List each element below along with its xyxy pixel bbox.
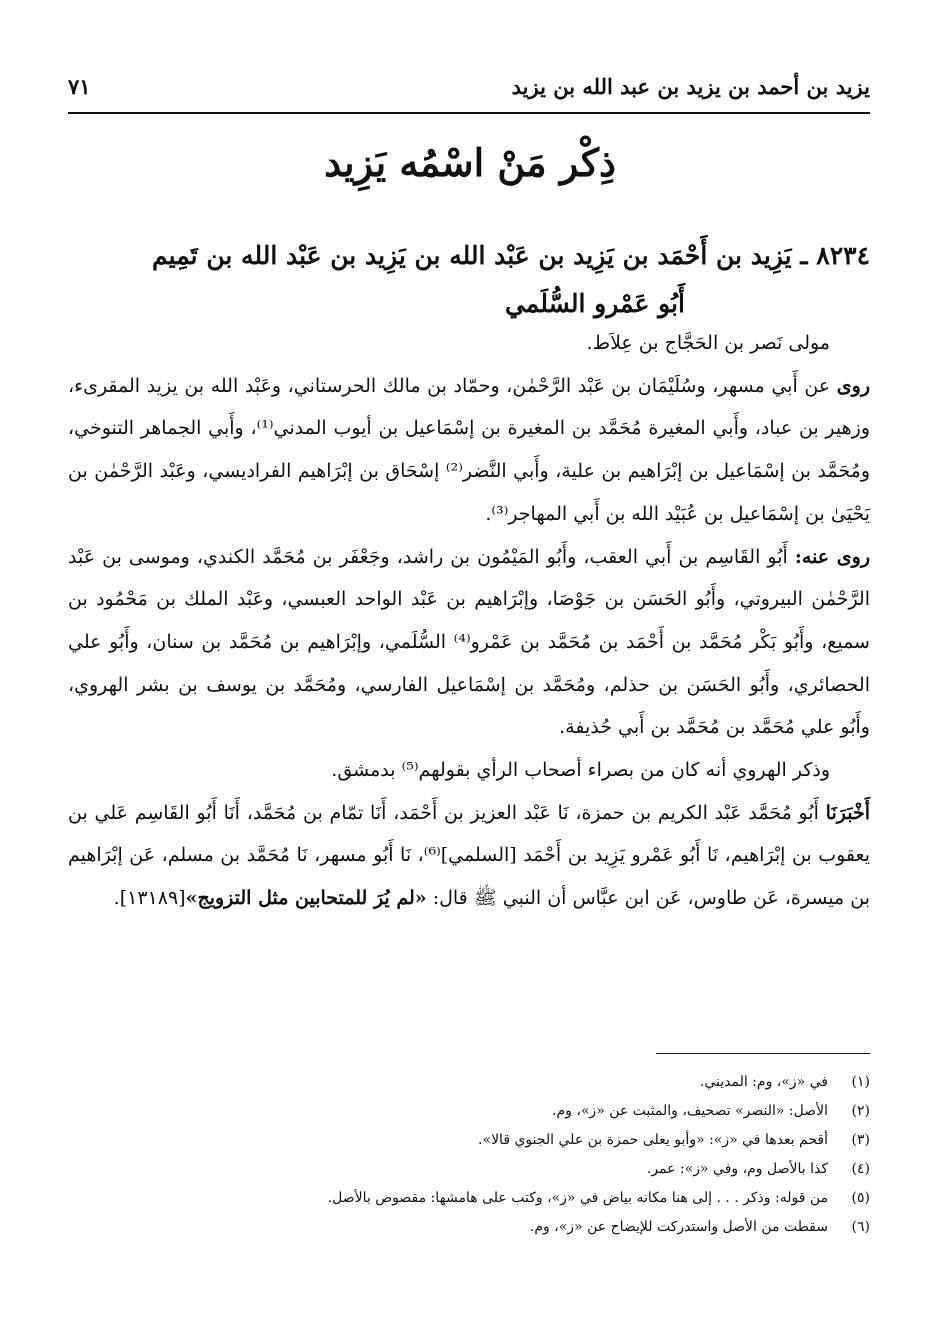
footnote-text: في «ز»، وم: المديني. [699,1074,828,1090]
rawa-lead: روى [836,374,870,397]
footnote-text: الأصل: «النصر» تصحيف، والمثبت عن «ز»، وم. [552,1103,828,1119]
entry-heading-line1: ٨٢٣٤ ـ يَزِيد بن أَحْمَد بن يَزِيد بن عَبْد الله بن يَزِيد بن عَبْد الله بن تَمِيم [152,241,870,270]
running-title: يزيد بن أحمد بن يزيد بن عبد الله بن يزيد [511,73,870,99]
entry-body [68,322,870,920]
rawa-anhu-lead: روى عنه: [794,545,871,568]
footnote-number: (١) [851,1074,870,1090]
footnote-text: أقحم بعدها في «ز»: «وأبو يعلى حمزة بن علي الجنوي قالا». [478,1132,828,1148]
page-number: ٧١ [68,73,91,99]
rawa-text: عن أَبي مسهر، وسُلَيْمَان بن عَبْد الرَّحْمٰن، وحمّاد بن مالك الحرستاني، وعَبْد الله بن يزيد المقرىء، وزهير بن عباد، وأَبي المغيرة مُحَمَّد بن المغيرة بن إسْمَاعيل بن أيوب المدني⁽¹⁾، وأَبي الجماهر التنوخي، ومُحَمَّد بن إسْمَاعيل بن إبْرَاهيم بن علية، وأَبي النَّضر⁽²⁾ إسْحَاق بن إبْرَاهيم الفراديسي، وعَبْد الرَّحْمٰن بن يَحْيَىٰ بن إسْمَاعيل بن عُبَيْد الله بن أَبي المهاجر⁽³⁾. [68,374,871,525]
rawa-anhu-paragraph [68,536,870,750]
footnote-number: (٤) [851,1161,870,1177]
hadith-text: «لم يُرَ للمتحابين مثل التزويج» [185,887,427,910]
isnad-lead: أَخْبَرَنَا [825,801,870,824]
footnote [68,1126,870,1155]
footnote-number: (٣) [851,1132,870,1148]
footnote [68,1184,870,1213]
running-head [68,66,870,106]
footnote-text: من قوله: وذكر . . . إلى هنا مكانه بياض في «ز»، وكتب على هامشها: مقصوص بالأصل. [327,1190,828,1206]
hadith-ref: [١٣١٨٩]. [113,887,186,910]
isnad-text: أَبُو مُحَمَّد عَبْد الكريم بن حمزة، نَا عَبْد العزيز بن أَحْمَد، أَنَا تمّام بن مُحَمَّد، أَنَا أَبُو القَاسِم عَلي بن يعقوب بن إبْرَاهيم، نَا أَبُو عَمْرو يَزِيد بن أَحْمَد [السلمي]⁽⁶⁾، نَا أَبُو مسهر، نَا مُحَمَّد بن مسلم، عَن إبْرَاهيم بن ميسرة، عَن طاوس، عَن ابن عبَّاس أن النبي ﷺ قال: [68,801,870,910]
isnad-paragraph [68,792,870,920]
footnote-text: سقطت من الأصل واستدركت للإيضاح عن «ز»، وم. [529,1219,828,1235]
harawi-note: وذكر الهروي أنه كان من بصراء أصحاب الرأي بقولهم⁽⁵⁾ بدمشق. [331,759,830,782]
footnote-number: (٦) [851,1219,870,1235]
footnote [68,1097,870,1126]
footnotes [68,1068,870,1242]
footnote-rule [656,1053,870,1054]
footnote [68,1068,870,1097]
rawa-paragraph [68,365,870,536]
header-rule [68,112,870,114]
footnote [68,1213,870,1242]
footnote [68,1155,870,1184]
entry-heading-line2: أَبُو عَمْرو السُّلَمي [505,289,685,318]
section-title: ذِكْر مَنْ اسْمُه يَزِيد [324,140,616,185]
patronage-line: مولى نَصر بن الحَجَّاج بن عِلاَط. [586,332,830,354]
footnote-number: (٢) [851,1103,870,1119]
footnote-number: (٥) [851,1190,870,1206]
footnote-text: كذا بالأصل وم، وفي «ز»: عمر. [646,1161,828,1177]
rawa-anhu-text: أَبُو القَاسِم بن أَبي العقب، وأَبُو المَيْمُون بن راشد، وجَعْفَر بن مُحَمَّد الكندي، وموسى بن عَبْد الرَّحْمٰن البيروتي، وأَبُو الحَسَن بن جَوْصَا، وإبْرَاهيم بن عَبْد الواحد العبسي، وعَبْد الملك بن مَحْمُود بن سميع، وأَبُو بَكْر مُحَمَّد بن أَحْمَد بن مُحَمَّد بن عَمْرو⁽⁴⁾ السُّلَمي، وإبْرَاهيم بن مُحَمَّد بن سنان، وأَبُو علي الحصائري، وأَبُو الحَسَن بن حذلم، ومُحَمَّد بن إسْمَاعيل الفارسي، ومُحَمَّد بن يوسف بن بشر الهروي، وأَبُو علي مُحَمَّد بن مُحَمَّد بن أَبي حُذيفة. [68,545,870,739]
entry-heading [100,232,870,328]
